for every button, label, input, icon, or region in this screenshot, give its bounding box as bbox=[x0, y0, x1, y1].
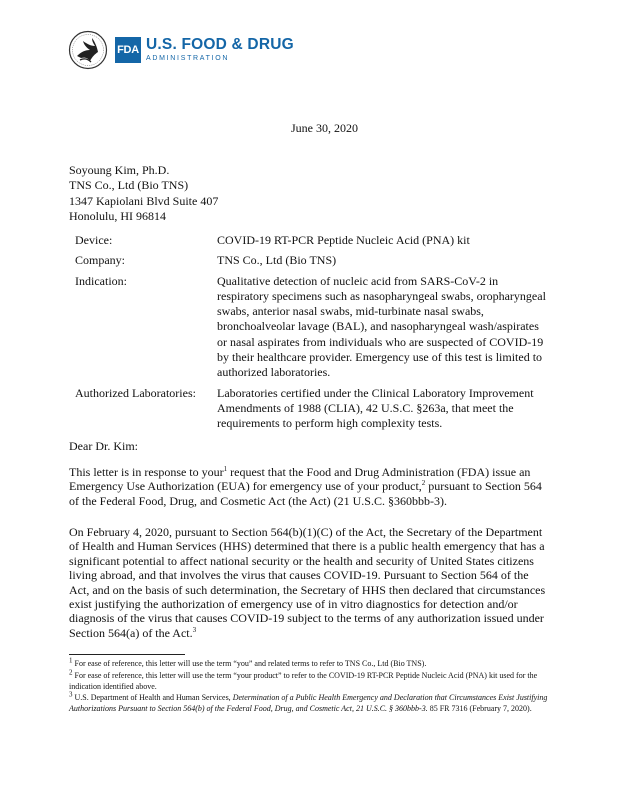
footnote-text: For ease of reference, this letter will use the term “your product” to refer to the COVID-19 RT-PCR Peptide Nucleic Acid (PNA) kit used for the indication identified above. bbox=[69, 670, 538, 691]
info-label: Company: bbox=[75, 253, 125, 268]
footnote-ref-3: 3 bbox=[192, 625, 197, 634]
footnote-divider bbox=[69, 654, 185, 655]
recipient-company: TNS Co., Ltd (Bio TNS) bbox=[69, 178, 189, 193]
para1-text-a: This letter is in response to your bbox=[69, 465, 224, 479]
footnote-number: 1 bbox=[69, 656, 73, 665]
footnote-number: 2 bbox=[69, 668, 73, 677]
footnote-3 bbox=[69, 690, 559, 715]
info-value: Laboratories certified under the Clinical Laboratory Improvement Amendments of 1988 (CLIA), 42 U.S.C. §263a, that meet the requirements to perform high complexity tests. bbox=[217, 385, 534, 431]
footnote-citation-title: Determination of a Public Health Emergency and Declaration that Circumstances Exist Justifying Authorizations Pursuant to Section 564(b) of the Federal Food, Drug, and Cosmetic Act, 21 U.S.C. § 360bbb-3. bbox=[69, 693, 548, 714]
info-row-authorized-labs bbox=[75, 386, 565, 432]
fda-logo-text: FDA bbox=[117, 44, 139, 56]
footnote-number: 3 bbox=[69, 690, 73, 699]
body-paragraph-1 bbox=[69, 465, 549, 508]
info-row-device bbox=[75, 233, 565, 248]
footnote-1 bbox=[69, 656, 559, 670]
footnote-text-a: U.S. Department of Health and Human Services, bbox=[72, 693, 233, 703]
recipient-street: 1347 Kapiolani Blvd Suite 407 bbox=[69, 193, 219, 208]
footnote-text-b: 85 FR 7316 (February 7, 2020). bbox=[427, 704, 532, 714]
footnotes bbox=[69, 656, 559, 716]
footnote-ref-1: 1 bbox=[223, 465, 228, 473]
fda-logo-box bbox=[115, 37, 141, 63]
letter-date: June 30, 2020 bbox=[291, 121, 358, 135]
hhs-seal-logo bbox=[68, 30, 108, 70]
info-row-indication bbox=[75, 274, 565, 381]
para2-text: On February 4, 2020, pursuant to Section 564(b)(1)(C) of the Act, the Secretary of the Department of Health and Human Services (HHS) determined that there is a public health emergency that has a significant potential to affect national security or the health and security of United States citizens living abroad, and that involves the virus that causes COVID-19. Pursuant to Section 564 of the Act, and on the basis of such determination, the Secretary of HHS then declared that circumstances exist justifying the authorization of emergency use of in vitro diagnostics for detection and/or diagnosis of the virus that causes COVID-19 subject to the terms of any authorization issued under Section 564(a) of the Act. bbox=[69, 525, 546, 640]
recipient-name: Soyoung Kim, Ph.D. bbox=[69, 163, 170, 177]
device-info-table bbox=[75, 233, 565, 437]
footnote-text: For ease of reference, this letter will use the term “you” and related terms to refer to TNS Co., Ltd (Bio TNS). bbox=[72, 659, 427, 668]
footnote-ref-2: 2 bbox=[421, 479, 426, 488]
para1-text-c: pursuant to Section 564 of the Federal Food, Drug, and Cosmetic Act (the Act) (21 U.S.C. §360bbb-3). bbox=[69, 479, 542, 508]
info-label: Device: bbox=[75, 233, 113, 247]
para1-text-b: request that the Food and Drug Administration (FDA) issue an Emergency Use Authorization (EUA) for emergency use of your product, bbox=[69, 465, 531, 494]
info-value: TNS Co., Ltd (Bio TNS) bbox=[217, 253, 337, 268]
body-paragraph-2 bbox=[69, 525, 549, 640]
footnote-2 bbox=[69, 668, 559, 693]
info-value: COVID-19 RT-PCR Peptide Nucleic Acid (PNA) kit bbox=[217, 233, 470, 247]
info-label: Indication: bbox=[75, 273, 127, 288]
agency-name: U.S. FOOD & DRUG bbox=[146, 36, 294, 53]
salutation: Dear Dr. Kim: bbox=[69, 439, 138, 453]
recipient-address bbox=[69, 163, 218, 224]
info-row-company bbox=[75, 253, 565, 268]
info-label: Authorized Laboratories: bbox=[75, 385, 196, 400]
recipient-city: Honolulu, HI 96814 bbox=[69, 208, 166, 223]
info-value: Qualitative detection of nucleic acid from SARS-CoV-2 in respiratory specimens such as nasopharyngeal swabs, oropharyngeal swabs, anterior nasal swabs, mid-turbinate nasal swabs, bronchoalveolar lavage (BAL), and nasopharyngeal wash/aspirates or nasal aspirates from individuals who are suspected of COVID-19 by their healthcare provider. Emergency use of this test is limited to authorized laboratories. bbox=[217, 273, 546, 380]
agency-subtitle: ADMINISTRATION bbox=[146, 55, 230, 62]
